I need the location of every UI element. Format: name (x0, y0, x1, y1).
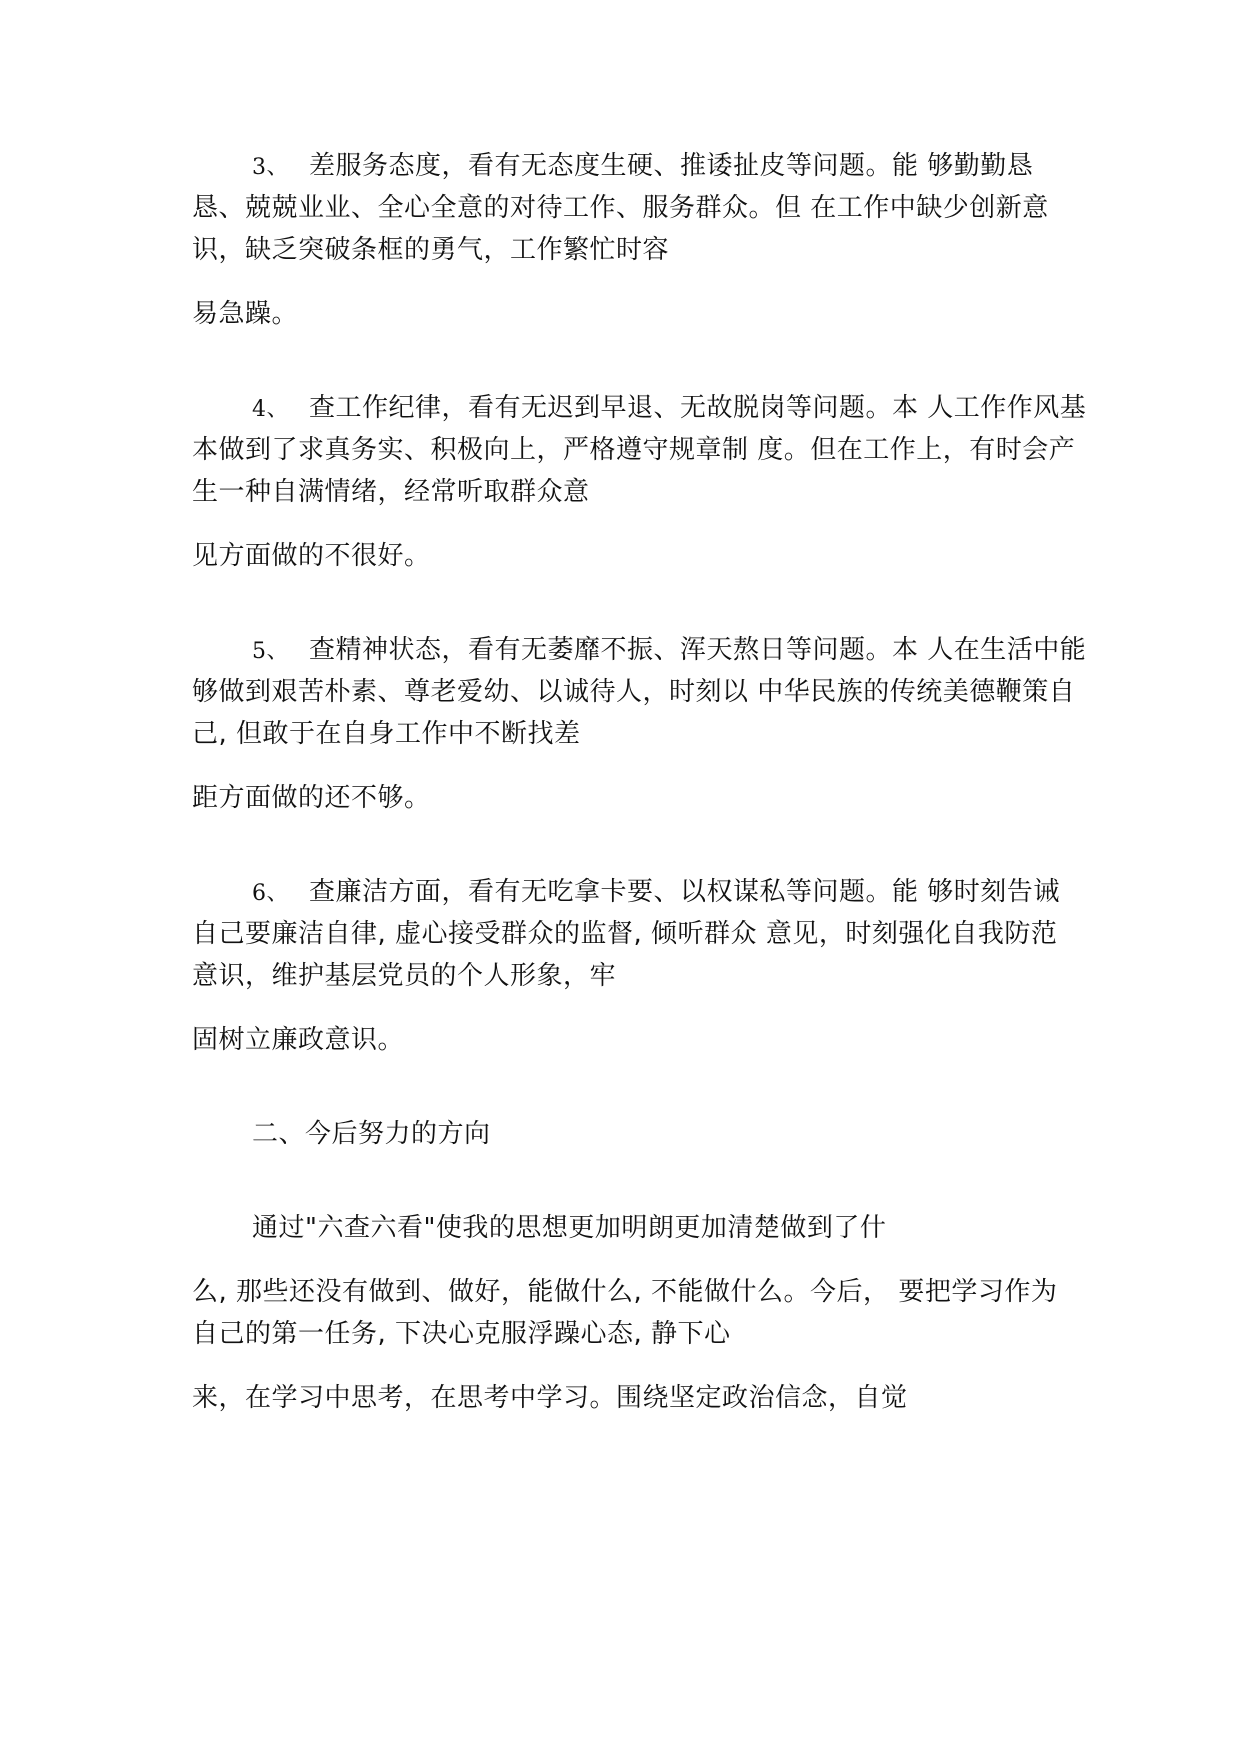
paragraph-text: 查精神状态，看有无萎靡不振、浑天熬日等问题。本 人在生活中能 (309, 635, 1087, 665)
paragraph-6-line-3: 意识，维护基层党员的个人形象，牢 (192, 961, 617, 991)
closing-line-4: 来，在学习中思考，在思考中学习。围绕坚定政治信念，自觉 (192, 1383, 908, 1413)
closing-line-1: 通过"六查六看"使我的思想更加明朗更加清楚做到了什 (252, 1213, 887, 1243)
paragraph-number: 5、 (252, 639, 289, 664)
paragraph-4-line-2: 本做到了求真务实、积极向上，严格遵守规章制 度。但在工作上，有时会产 (192, 435, 1076, 465)
paragraph-3-line-2: 恳、兢兢业业、全心全意的对待工作、服务群众。但 在工作中缺少创新意 (192, 193, 1049, 223)
section-heading: 二、今后努力的方向 (252, 1119, 491, 1149)
paragraph-5-line-1 (252, 632, 1086, 670)
paragraph-4-line-1 (252, 390, 1086, 428)
paragraph-6-line-2: 自己要廉洁自律, 虚心接受群众的监督, 倾听群众 意见，时刻强化自我防范 (192, 919, 1058, 949)
paragraph-3-line-1 (252, 148, 1033, 186)
paragraph-text: 差服务态度，看有无态度生硬、推诿扯皮等问题。能 够勤勤恳 (309, 151, 1034, 181)
paragraph-text: 查廉洁方面，看有无吃拿卡要、以权谋私等问题。能 够时刻告诫 (309, 877, 1060, 907)
paragraph-5-line-4: 距方面做的还不够。 (192, 783, 431, 813)
paragraph-5-line-3: 己, 但敢于在自身工作中不断找差 (192, 719, 581, 749)
closing-line-3: 自己的第一任务, 下决心克服浮躁心态, 静下心 (192, 1319, 731, 1349)
paragraph-number: 4、 (252, 397, 289, 422)
paragraph-5-line-2: 够做到艰苦朴素、尊老爱幼、以诚待人，时刻以 中华民族的传统美德鞭策自 (192, 677, 1076, 707)
paragraph-text: 查工作纪律，看有无迟到早退、无故脱岗等问题。本 人工作作风基 (309, 393, 1087, 423)
paragraph-3-line-3: 识，缺乏突破条框的勇气，工作繁忙时容 (192, 235, 670, 265)
paragraph-4-line-3: 生一种自满情绪，经常听取群众意 (192, 477, 590, 507)
paragraph-3-line-4: 易急躁。 (192, 299, 299, 329)
paragraph-number: 6、 (252, 881, 289, 906)
paragraph-4-line-4: 见方面做的不很好。 (192, 541, 431, 571)
closing-line-2: 么, 那些还没有做到、做好，能做什么, 不能做什么。今后， 要把学习作为 (192, 1277, 1058, 1307)
paragraph-6-line-4: 固树立廉政意识。 (192, 1025, 405, 1055)
paragraph-number: 3、 (252, 155, 289, 180)
paragraph-6-line-1 (252, 874, 1060, 912)
